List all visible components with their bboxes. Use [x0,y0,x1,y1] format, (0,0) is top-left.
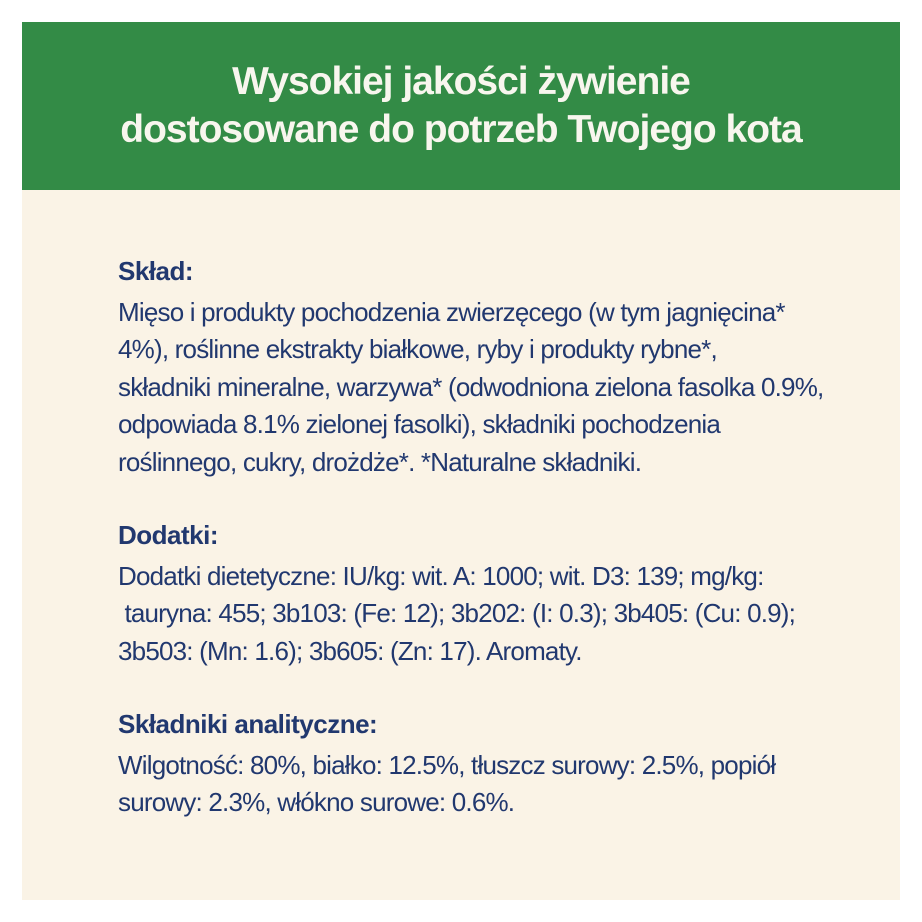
analytical-text-line: surowy: 2.3%, włókno surowe: 0.6%. [118,787,515,817]
section-analytical-constituents [118,706,858,822]
ingredients-text-line: 4%), roślinne ekstrakty białkowe, ryby i produkty rybne*, [118,334,717,364]
section-heading-ingredients: Skład: [118,256,194,286]
section-heading-additives: Dodatki: [118,520,218,550]
header-banner [22,22,900,190]
ingredients-text-line: roślinnego, cukry, drożdże*. *Naturalne składniki. [118,446,642,477]
section-heading-analytical-constituents: Składniki analityczne: [118,709,378,739]
ingredients-text-line: składniki mineralne, warzywa* (odwodniona zielona fasolka 0.9%, [118,371,824,402]
ingredients-text-line: Mięso i produkty pochodzenia zwierzęcego (w tym jagnięcina* [118,296,785,327]
additives-text-line: Dodatki dietetyczne: IU/kg: wit. A: 1000; wit. D3: 139; mg/kg: [118,560,764,591]
product-details-content [118,253,858,822]
additives-text-line: tauryna: 455; 3b103: (Fe: 12); 3b202: (I: 0.3); 3b405: (Cu: 0.9); [118,598,796,628]
section-ingredients [118,253,858,481]
header-title-line-2: dostosowane do potrzeb Twojego kota [120,108,802,151]
header-title-line-1: Wysokiej jakości żywienie [232,60,690,103]
product-details-panel [22,190,900,900]
ingredients-text-line: odpowiada 8.1% zielonej fasolki), składniki pochodzenia [118,409,721,439]
section-additives [118,517,858,670]
analytical-text-line: Wilgotność: 80%, białko: 12.5%, tłuszcz surowy: 2.5%, popiół [118,749,776,780]
additives-text-line: 3b503: (Mn: 1.6); 3b605: (Zn: 17). Aromaty. [118,635,582,666]
